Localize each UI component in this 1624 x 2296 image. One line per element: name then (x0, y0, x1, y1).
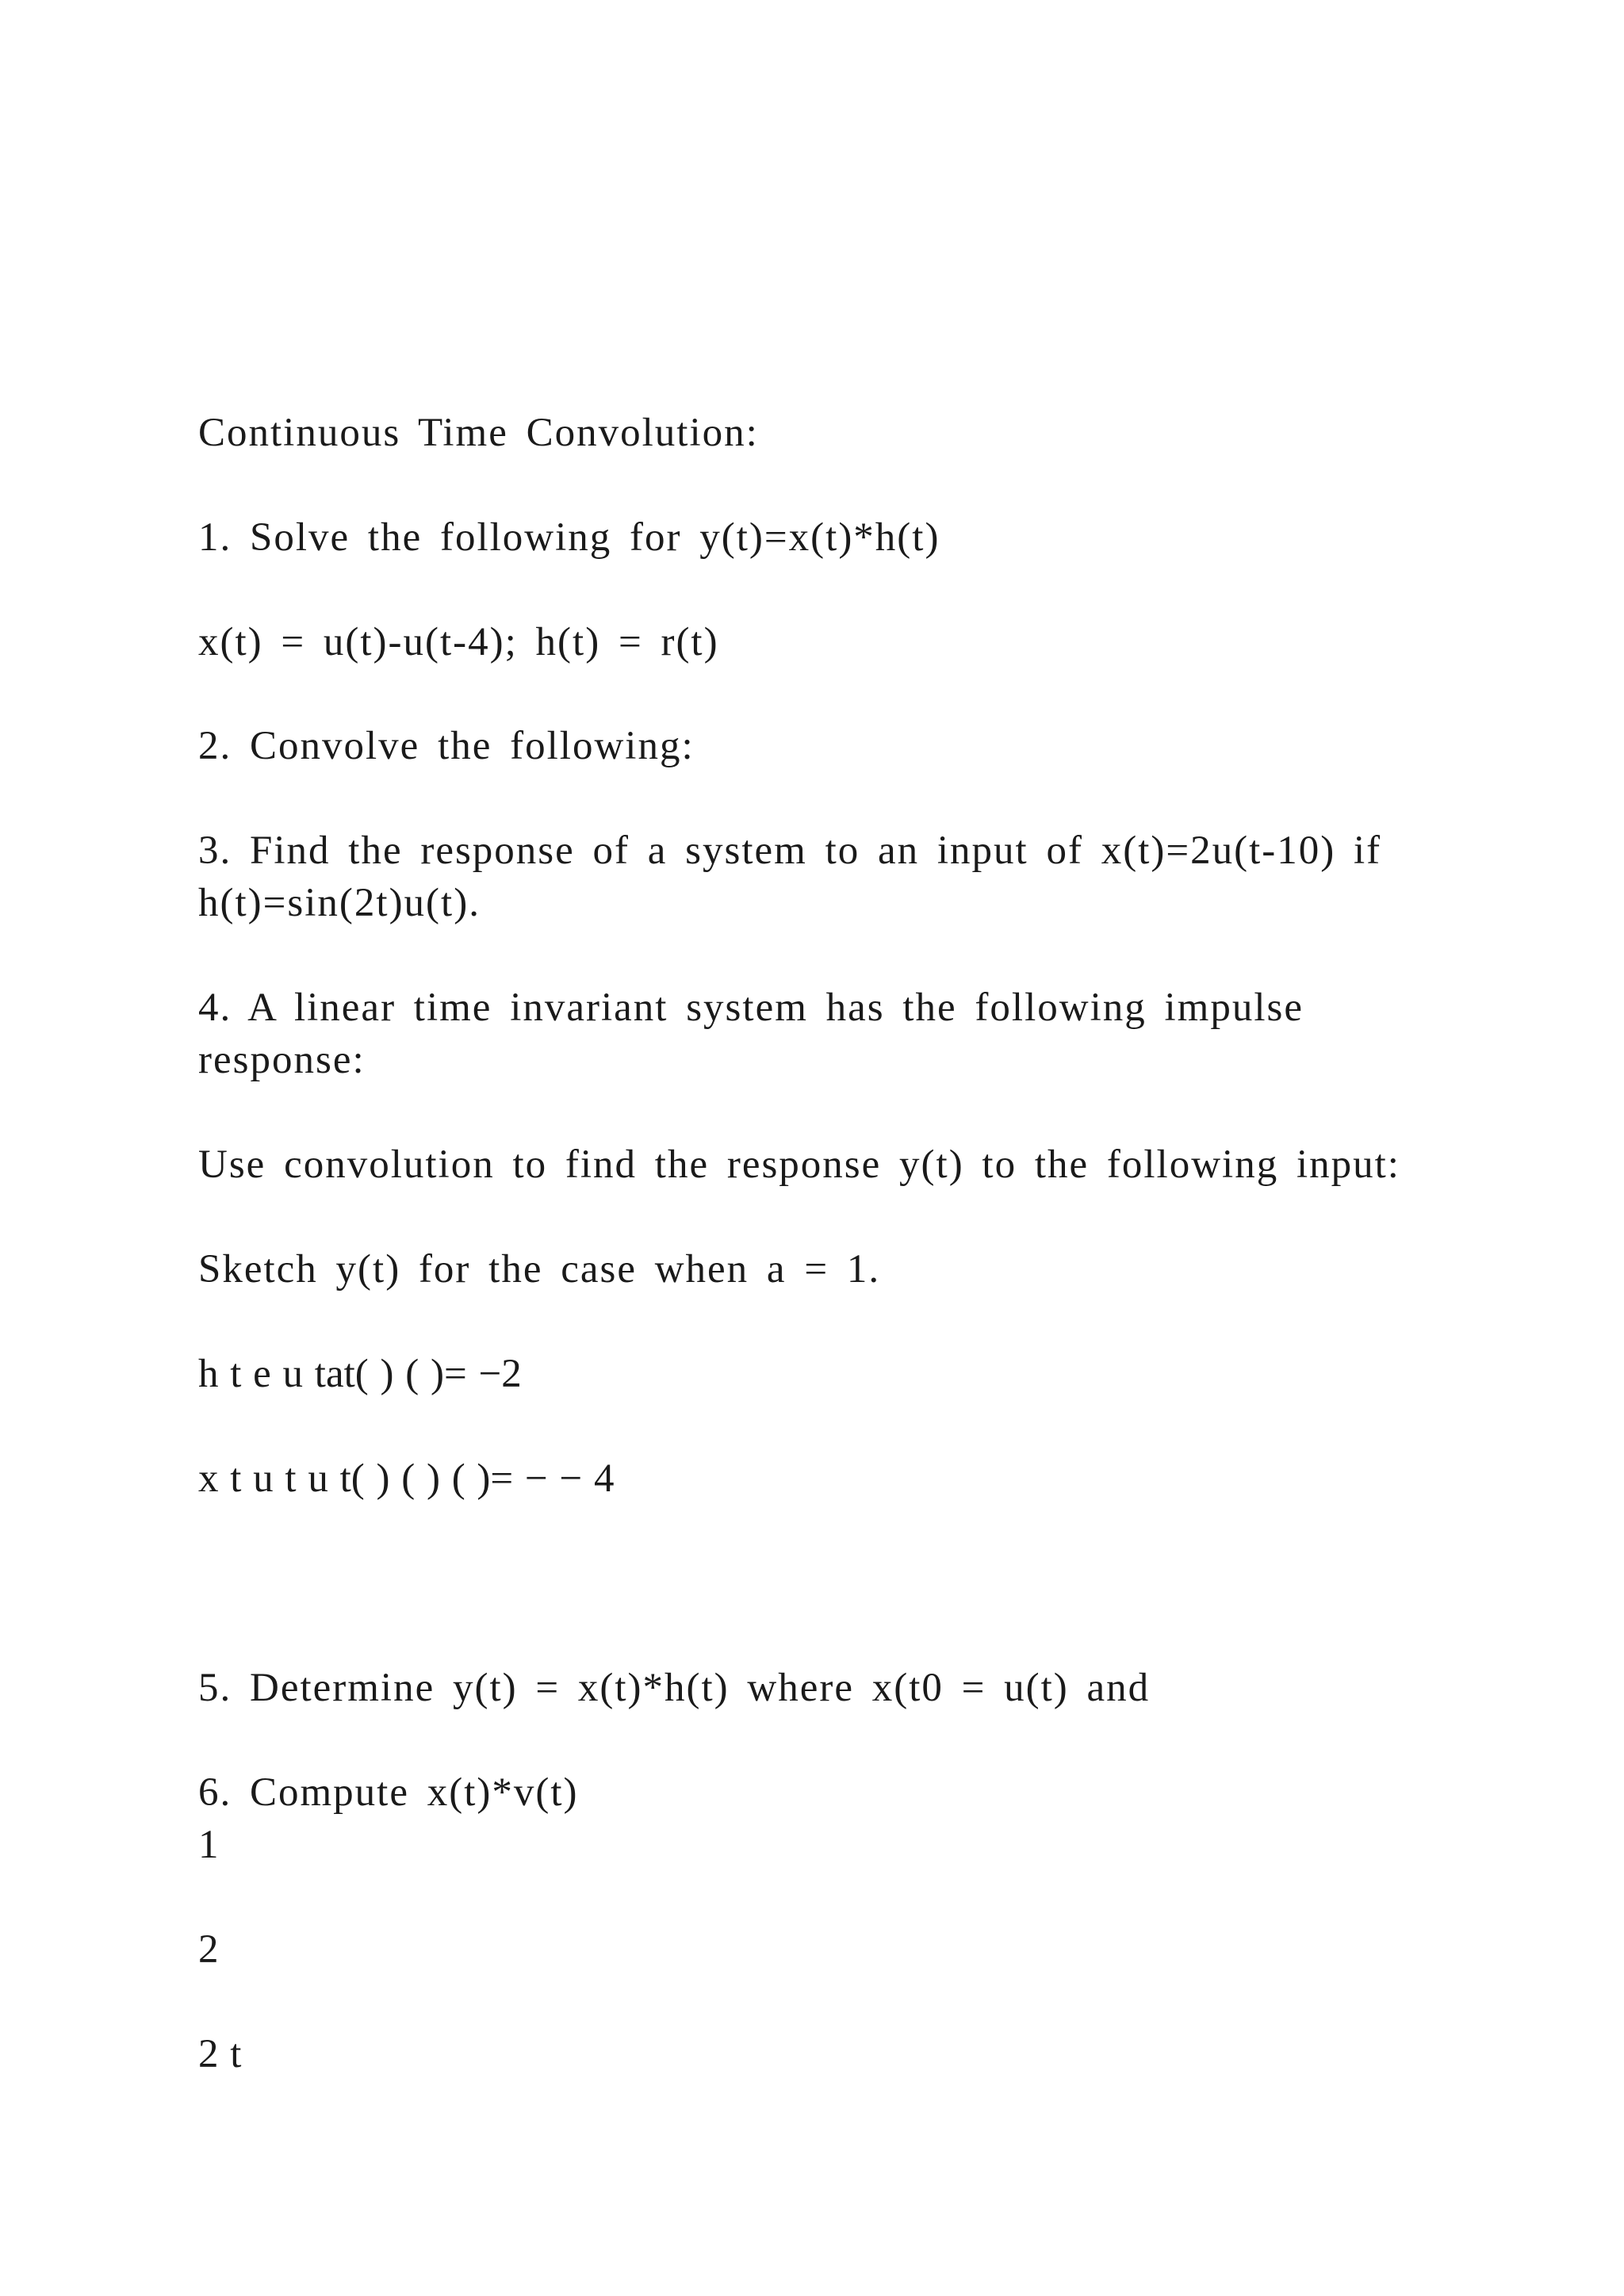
question-5: 5. Determine y(t) = x(t)*h(t) where x(t0 = u(t) and (198, 1666, 1151, 1710)
question-6: 6. Compute x(t)*v(t) (198, 1770, 579, 1815)
question-1: 1. Solve the following for y(t)=x(t)*h(t) (198, 515, 940, 560)
fragment-2: 2 (198, 1927, 219, 1972)
equation-x: x t u t u t( ) ( ) ( )= − − 4 (198, 1456, 615, 1501)
fragment-1: 1 (198, 1823, 219, 1867)
question-4-line-2: response: (198, 1038, 366, 1082)
question-3-line-2: h(t)=sin(2t)u(t). (198, 881, 481, 925)
question-3-line-1: 3. Find the response of a system to an input of x(t)=2u(t-10) if (198, 828, 1382, 873)
equation-h: h t e u tat( ) ( )= −2 (198, 1352, 522, 1396)
question-4-sketch: Sketch y(t) for the case when a = 1. (198, 1247, 881, 1292)
question-4-instruction: Use convolution to find the response y(t) to the following input: (198, 1142, 1400, 1187)
question-1-given: x(t) = u(t)-u(t-4); h(t) = r(t) (198, 620, 719, 664)
question-2: 2. Convolve the following: (198, 724, 695, 768)
fragment-3: 2 t (198, 2032, 242, 2076)
document-heading: Continuous Time Convolution: (198, 411, 759, 455)
question-4-line-1: 4. A linear time invariant system has the following impulse (198, 985, 1304, 1030)
